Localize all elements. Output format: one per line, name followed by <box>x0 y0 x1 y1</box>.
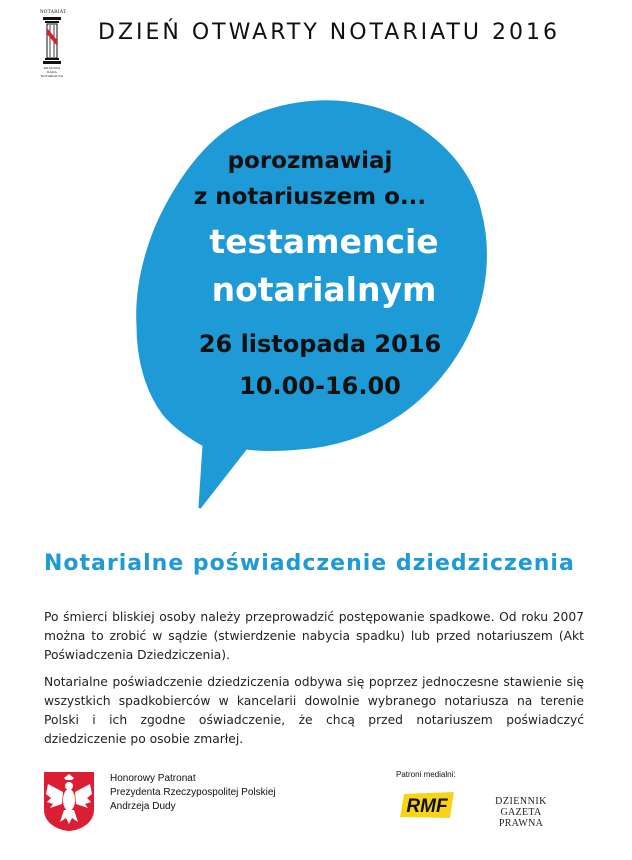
polish-eagle-emblem <box>42 770 96 832</box>
patron-line-1: Honorowy Patronat <box>110 773 196 784</box>
section-title: Notarialne poświadczenie dziedziczenia <box>44 551 575 576</box>
logo-bottom-text: KRAJOWA RADA NOTARIALNA <box>40 66 64 78</box>
dziennik-gazeta-prawna-logo <box>480 796 562 829</box>
bubble-line-porozmawiaj: porozmawiaj <box>227 148 393 174</box>
paragraph-2: Notarialne poświadczenie dziedziczenia odbywa się poprzez jednoczesne stawienie się wszystkich spadkobierców w kancelarii dowolnie wybranego notariusza na terenie Polski i ich zgodne oświadczenie, że chcą przed notariuszem poświadczyć dziedziczenie po osobie zmarłej. <box>44 675 584 746</box>
dgp-line-1: DZIENNIK <box>495 796 547 807</box>
patron-line-2: Prezydenta Rzeczypospolitej Polskiej <box>110 787 276 798</box>
media-patrons-label: Patroni medialni: <box>396 770 456 779</box>
event-date: 26 listopada 2016 <box>198 330 442 358</box>
honorary-patronage <box>110 772 276 814</box>
rmf-logo-text: RMF <box>406 796 448 817</box>
rmf-logo <box>398 790 456 820</box>
dgp-line-2: GAZETA PRAWNA <box>498 807 544 829</box>
paragraph-1: Po śmierci bliskiej osoby należy przeprowadzić postępowanie spadkowe. Od roku 2007 można to zrobić w sądzie (stwierdzenie nabycia spadku) lub przed notariuszem (Akt Poświadczenia Dziedziczenia). <box>44 610 584 662</box>
bubble-line-z-notariuszem: z notariuszem o... <box>193 184 427 210</box>
page-title: DZIEŃ OTWARTY NOTARIATU 2016 <box>98 20 560 45</box>
event-time: 10.00-16.00 <box>239 372 401 400</box>
bubble-line-notarialnym: notarialnym <box>211 270 437 309</box>
bubble-line-testamencie: testamencie <box>209 222 439 261</box>
patron-line-3: Andrzeja Dudy <box>110 801 176 812</box>
logo-top-text: NOTARIAT <box>40 10 67 15</box>
